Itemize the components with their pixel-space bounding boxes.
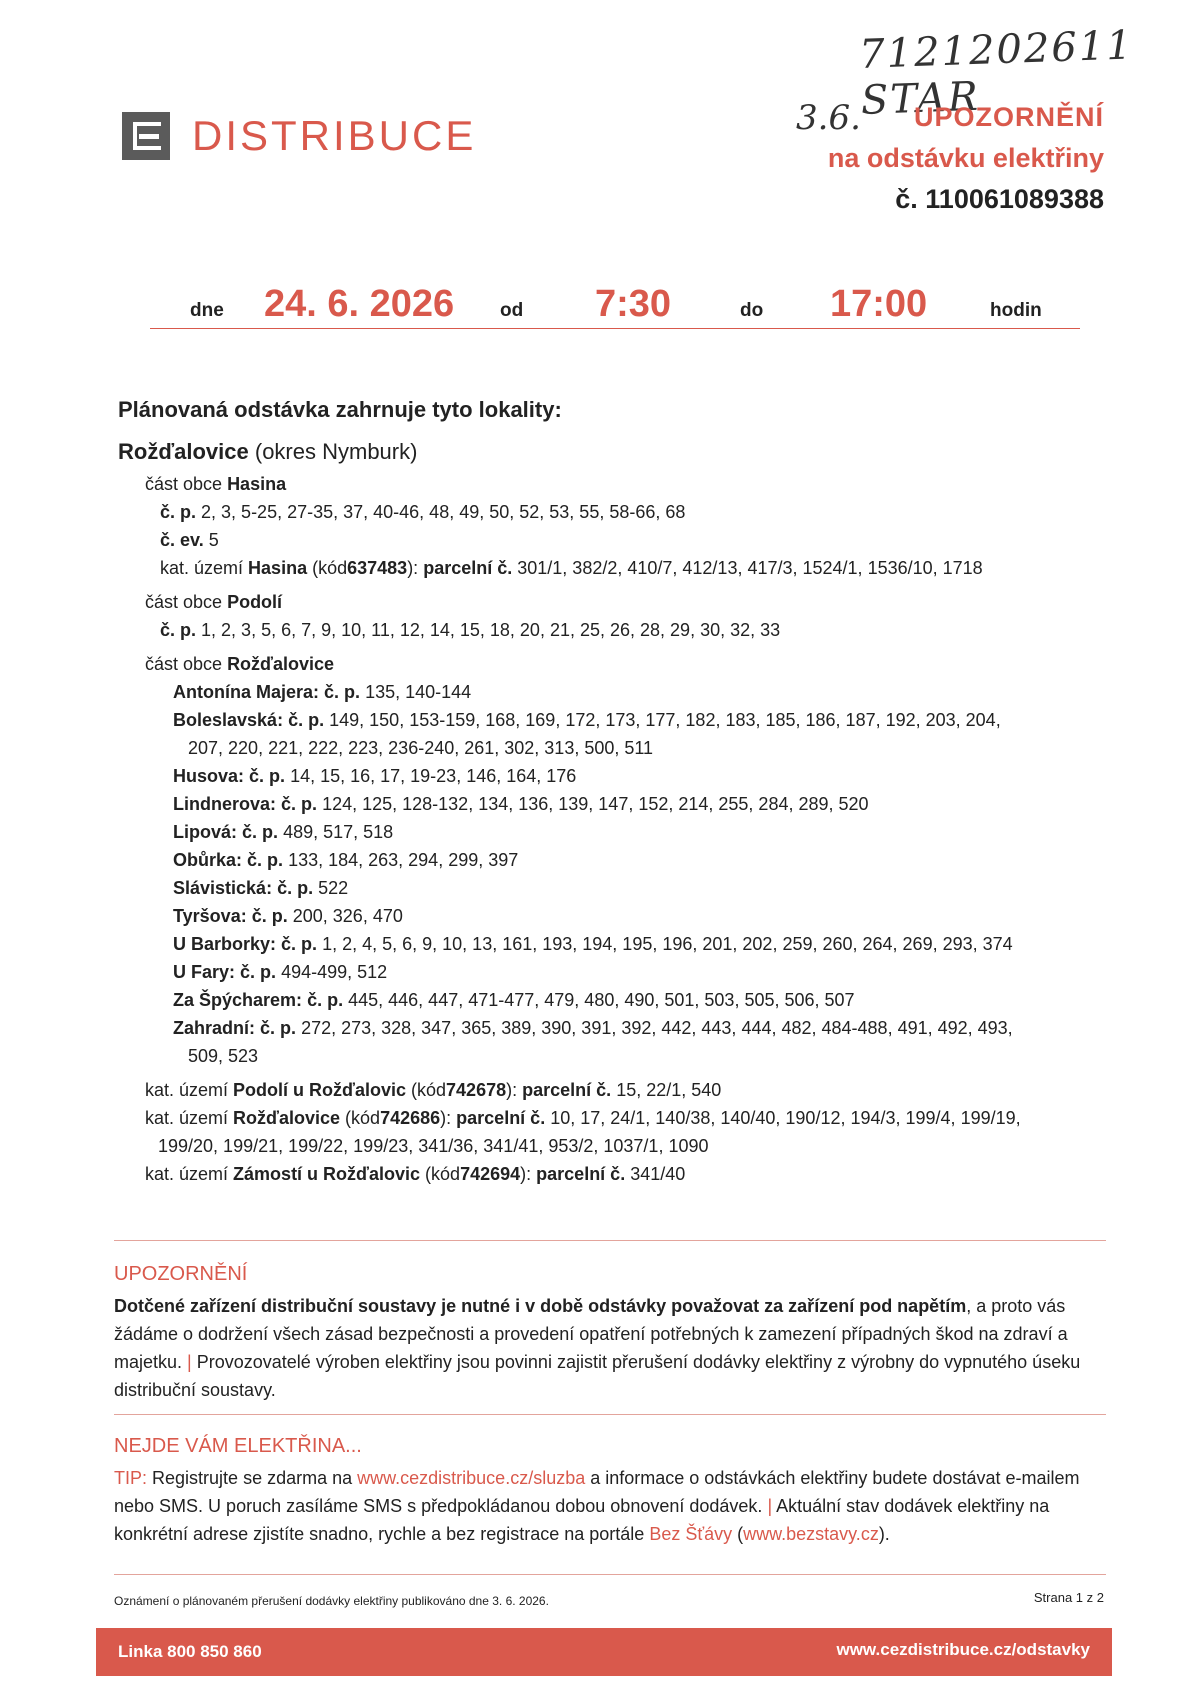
cp-label: č. p.	[281, 934, 318, 954]
street-row	[118, 678, 1098, 706]
street-row	[118, 790, 1098, 818]
bez-stavy-link[interactable]: Bez Šťávy	[649, 1524, 733, 1544]
street-name: Obůrka:	[173, 850, 243, 870]
kat-prefix: kat. území	[160, 558, 244, 578]
company-logo	[122, 112, 476, 160]
do-label: do	[740, 300, 764, 321]
tip-text2: a informace o odstávkách elektřiny budete dostávat e-mailem nebo SMS. U poruch zasíláme SMS s předpokládanou dobou obnovení dodávek.	[114, 1468, 1080, 1516]
divider	[114, 1240, 1106, 1241]
cp-numbers: 272, 273, 328, 347, 365, 389, 390, 391, 392, 442, 443, 444, 482, 484-488, 491, 492, 493,	[301, 1018, 1013, 1038]
street-row-continuation: 207, 220, 221, 222, 223, 236-240, 261, 302, 313, 500, 511	[188, 738, 654, 758]
parc-label: parcelní č.	[456, 1108, 546, 1128]
handwritten-reference: 7121202611 STAR	[858, 22, 1135, 124]
kod-value: 742686	[380, 1108, 441, 1128]
cp-numbers: 494-499, 512	[281, 962, 388, 982]
safety-notice-text1: , a proto vás žádáme o dodržení všech zásad bezpečnosti a provedení opatření potřebných k zamezení případných škod na zdraví a majetku.	[114, 1296, 1068, 1372]
locations-heading: Plánovaná odstávka zahrnuje tyto lokality:	[118, 397, 562, 422]
cp-numbers: 1, 2, 3, 5, 6, 7, 9, 10, 11, 12, 14, 15, 18, 20, 21, 25, 26, 28, 29, 30, 32, 33	[201, 620, 781, 640]
ev-label: č. ev.	[160, 530, 204, 550]
kod-value: 637483	[347, 558, 408, 578]
divider	[114, 1414, 1106, 1415]
cp-label: č. p.	[260, 1018, 297, 1038]
street-row	[118, 818, 1098, 846]
cp-label: č. p.	[249, 766, 286, 786]
street-name: U Fary:	[173, 962, 236, 982]
street-row	[118, 986, 1098, 1014]
locations-section	[118, 396, 1098, 1188]
safety-notice	[114, 1260, 1104, 1404]
parc-label: parcelní č.	[522, 1080, 612, 1100]
notice-header	[828, 102, 1104, 215]
outage-from: 7:30	[595, 283, 672, 325]
cadastral-list	[118, 1076, 1098, 1188]
street-list	[118, 678, 1098, 1070]
cp-label: č. p.	[160, 620, 197, 640]
cp-numbers: 522	[318, 878, 349, 898]
hasina-kat	[118, 554, 1098, 582]
part-podoli	[118, 588, 1098, 616]
municipality-district: (okres Nymburk)	[254, 439, 418, 464]
logo-text: DISTRIBUCE	[192, 112, 477, 159]
street-row	[118, 958, 1098, 986]
cadastral-row	[118, 1076, 1098, 1104]
parc-numbers: 10, 17, 24/1, 140/38, 140/40, 190/12, 194/3, 199/4, 199/19,	[550, 1108, 1021, 1128]
kod-end: ):	[520, 1164, 532, 1184]
kod-end: ):	[506, 1080, 518, 1100]
hotline: Linka 800 850 860	[118, 1642, 262, 1661]
part-label: část obce	[145, 654, 223, 674]
separator: |	[767, 1496, 773, 1516]
cp-numbers: 124, 125, 128-132, 134, 136, 139, 147, 152, 214, 255, 284, 289, 520	[322, 794, 869, 814]
cadastral-row	[118, 1160, 1098, 1188]
cp-numbers: 133, 184, 263, 294, 299, 397	[288, 850, 519, 870]
street-name: U Barborky:	[173, 934, 277, 954]
tip-text3: Aktuální stav dodávek elektřiny na konkrétní adrese zjistíte snadno, rychle a bez registrace na portále	[114, 1496, 1050, 1544]
cp-label: č. p.	[240, 962, 277, 982]
cp-label: č. p.	[324, 682, 361, 702]
outage-to: 17:00	[830, 283, 928, 325]
parc-numbers: 301/1, 382/2, 410/7, 412/13, 417/3, 1524/1, 1536/10, 1718	[517, 558, 983, 578]
cp-label: č. p.	[242, 822, 279, 842]
kod-label: (kód	[425, 1164, 461, 1184]
handwritten-date: 3.6.	[796, 98, 861, 138]
publication-note: Oznámení o plánovaném přerušení dodávky elektřiny publikováno dne 3. 6. 2026.	[114, 1594, 549, 1608]
part-label: část obce	[145, 474, 223, 494]
ev-numbers: 5	[208, 530, 219, 550]
street-row	[118, 1014, 1098, 1042]
bezstavy-url-link[interactable]: www.bezstavy.cz	[743, 1524, 879, 1544]
kat-name: Rožďalovice	[233, 1108, 341, 1128]
parc-numbers: 15, 22/1, 540	[616, 1080, 722, 1100]
parc-label: parcelní č.	[423, 558, 513, 578]
municipality	[118, 438, 1098, 466]
part-name: Hasina	[227, 474, 287, 494]
cp-numbers: 1, 2, 4, 5, 6, 9, 10, 13, 161, 193, 194, 195, 196, 201, 202, 259, 260, 264, 269, 293, 374	[322, 934, 1013, 954]
street-name: Zahradní:	[173, 1018, 256, 1038]
kat-name: Hasina	[248, 558, 308, 578]
tip-section	[114, 1432, 1104, 1548]
podoli-cp	[118, 616, 1098, 644]
registration-link[interactable]: www.cezdistribuce.cz/sluzba	[357, 1468, 586, 1488]
municipality-name: Rožďalovice	[118, 439, 249, 464]
street-row	[118, 902, 1098, 930]
part-name: Rožďalovice	[227, 654, 335, 674]
street-name: Tyršova:	[173, 906, 247, 926]
street-row	[118, 846, 1098, 874]
cp-label: č. p.	[288, 710, 325, 730]
parc-numbers: 341/40	[630, 1164, 686, 1184]
cadastral-row	[118, 1104, 1098, 1132]
tip-text: TIP: Registrujte se zdarma na www.cezdistribuce.cz/sluzba a informace o odstávkách elektřiny budete dostávat e-mailem nebo SMS. U poruch zasíláme SMS s předpokládanou dobou obnovení dodávek. | Aktuální stav dodávek elektřiny na konkrétní adrese zjistíte snadno, rychle a bez registrace na portále Bez Šťávy (www.bezstavy.cz).	[114, 1468, 1080, 1544]
street-name: Boleslavská:	[173, 710, 284, 730]
part-name: Podolí	[227, 592, 283, 612]
street-row	[118, 874, 1098, 902]
street-name: Za Špýcharem:	[173, 990, 303, 1010]
cp-numbers: 445, 446, 447, 471-477, 479, 480, 490, 501, 503, 505, 506, 507	[348, 990, 855, 1010]
kat-prefix: kat. území	[145, 1164, 229, 1184]
street-name: Slávistická:	[173, 878, 273, 898]
cp-numbers: 14, 15, 16, 17, 19-23, 146, 164, 176	[290, 766, 577, 786]
od-label: od	[500, 300, 524, 321]
hodin-label: hodin	[990, 300, 1042, 321]
kod-end: ):	[440, 1108, 452, 1128]
kod-label: (kód	[411, 1080, 447, 1100]
kod-end: ):	[407, 558, 419, 578]
kod-value: 742678	[446, 1080, 507, 1100]
kod-label: (kód	[312, 558, 348, 578]
street-name: Antonína Majera:	[173, 682, 320, 702]
street-name: Lindnerova:	[173, 794, 277, 814]
notice-subtitle: na odstávku elektřiny	[827, 143, 1104, 173]
part-rozdalovice	[118, 650, 1098, 678]
dne-label: dne	[190, 300, 224, 321]
outage-date-row	[150, 282, 1080, 329]
cp-numbers: 135, 140-144	[365, 682, 472, 702]
safety-notice-title: UPOZORNĚNÍ	[114, 1263, 248, 1285]
separator: |	[187, 1352, 192, 1372]
kat-prefix: kat. území	[145, 1080, 229, 1100]
cp-numbers: 489, 517, 518	[283, 822, 394, 842]
cp-label: č. p.	[277, 878, 314, 898]
hasina-cp	[118, 498, 1098, 526]
cp-label: č. p.	[307, 990, 344, 1010]
divider	[114, 1574, 1106, 1575]
street-row	[118, 762, 1098, 790]
notice-number: č. 110061089388	[895, 184, 1104, 214]
street-row	[118, 930, 1098, 958]
outages-url[interactable]: www.cezdistribuce.cz/odstavky	[836, 1640, 1090, 1659]
parc-label: parcelní č.	[536, 1164, 626, 1184]
street-name: Husova:	[173, 766, 245, 786]
kod-value: 742694	[460, 1164, 521, 1184]
cadastral-row-continuation: 199/20, 199/21, 199/22, 199/23, 341/36, 341/41, 953/2, 1037/1, 1090	[158, 1136, 709, 1156]
kat-name: Zámostí u Rožďalovic	[233, 1164, 421, 1184]
street-row	[118, 706, 1098, 734]
cp-label: č. p.	[160, 502, 197, 522]
street-row-continuation: 509, 523	[188, 1046, 259, 1066]
safety-notice-text2: Provozovatelé výroben elektřiny jsou povinni zajistit přerušení dodávky elektřiny z výrobny do vypnutého úseku distribuční soustavy.	[114, 1352, 1081, 1400]
cp-label: č. p.	[251, 906, 288, 926]
kod-label: (kód	[345, 1108, 381, 1128]
cp-label: č. p.	[247, 850, 284, 870]
tip-text1: Registrujte se zdarma na	[152, 1468, 353, 1488]
cp-numbers: 200, 326, 470	[292, 906, 403, 926]
page-number: Strana 1 z 2	[1033, 1590, 1104, 1605]
cp-numbers: 2, 3, 5-25, 27-35, 37, 40-46, 48, 49, 50, 52, 53, 55, 58-66, 68	[201, 502, 686, 522]
cp-label: č. p.	[281, 794, 318, 814]
hasina-ev	[118, 526, 1098, 554]
outage-date: 24. 6. 2026	[264, 283, 455, 325]
kat-prefix: kat. území	[145, 1108, 229, 1128]
tip-label: TIP:	[114, 1468, 148, 1488]
kat-name: Podolí u Rožďalovic	[233, 1080, 406, 1100]
tip-title: NEJDE VÁM ELEKTŘINA...	[114, 1435, 362, 1457]
street-name: Lipová:	[173, 822, 238, 842]
safety-notice-text	[114, 1292, 1104, 1404]
part-hasina	[118, 470, 1098, 498]
notice-title: UPOZORNĚNÍ	[913, 102, 1104, 132]
cp-numbers: 149, 150, 153-159, 168, 169, 172, 173, 177, 182, 183, 185, 186, 187, 192, 203, 204,	[329, 710, 1001, 730]
part-label: část obce	[145, 592, 223, 612]
logo-icon	[122, 112, 170, 160]
safety-notice-bold: Dotčené zařízení distribuční soustavy je nutné i v době odstávky považovat za zařízení pod napětím	[114, 1296, 967, 1316]
footer-bar	[96, 1628, 1112, 1676]
